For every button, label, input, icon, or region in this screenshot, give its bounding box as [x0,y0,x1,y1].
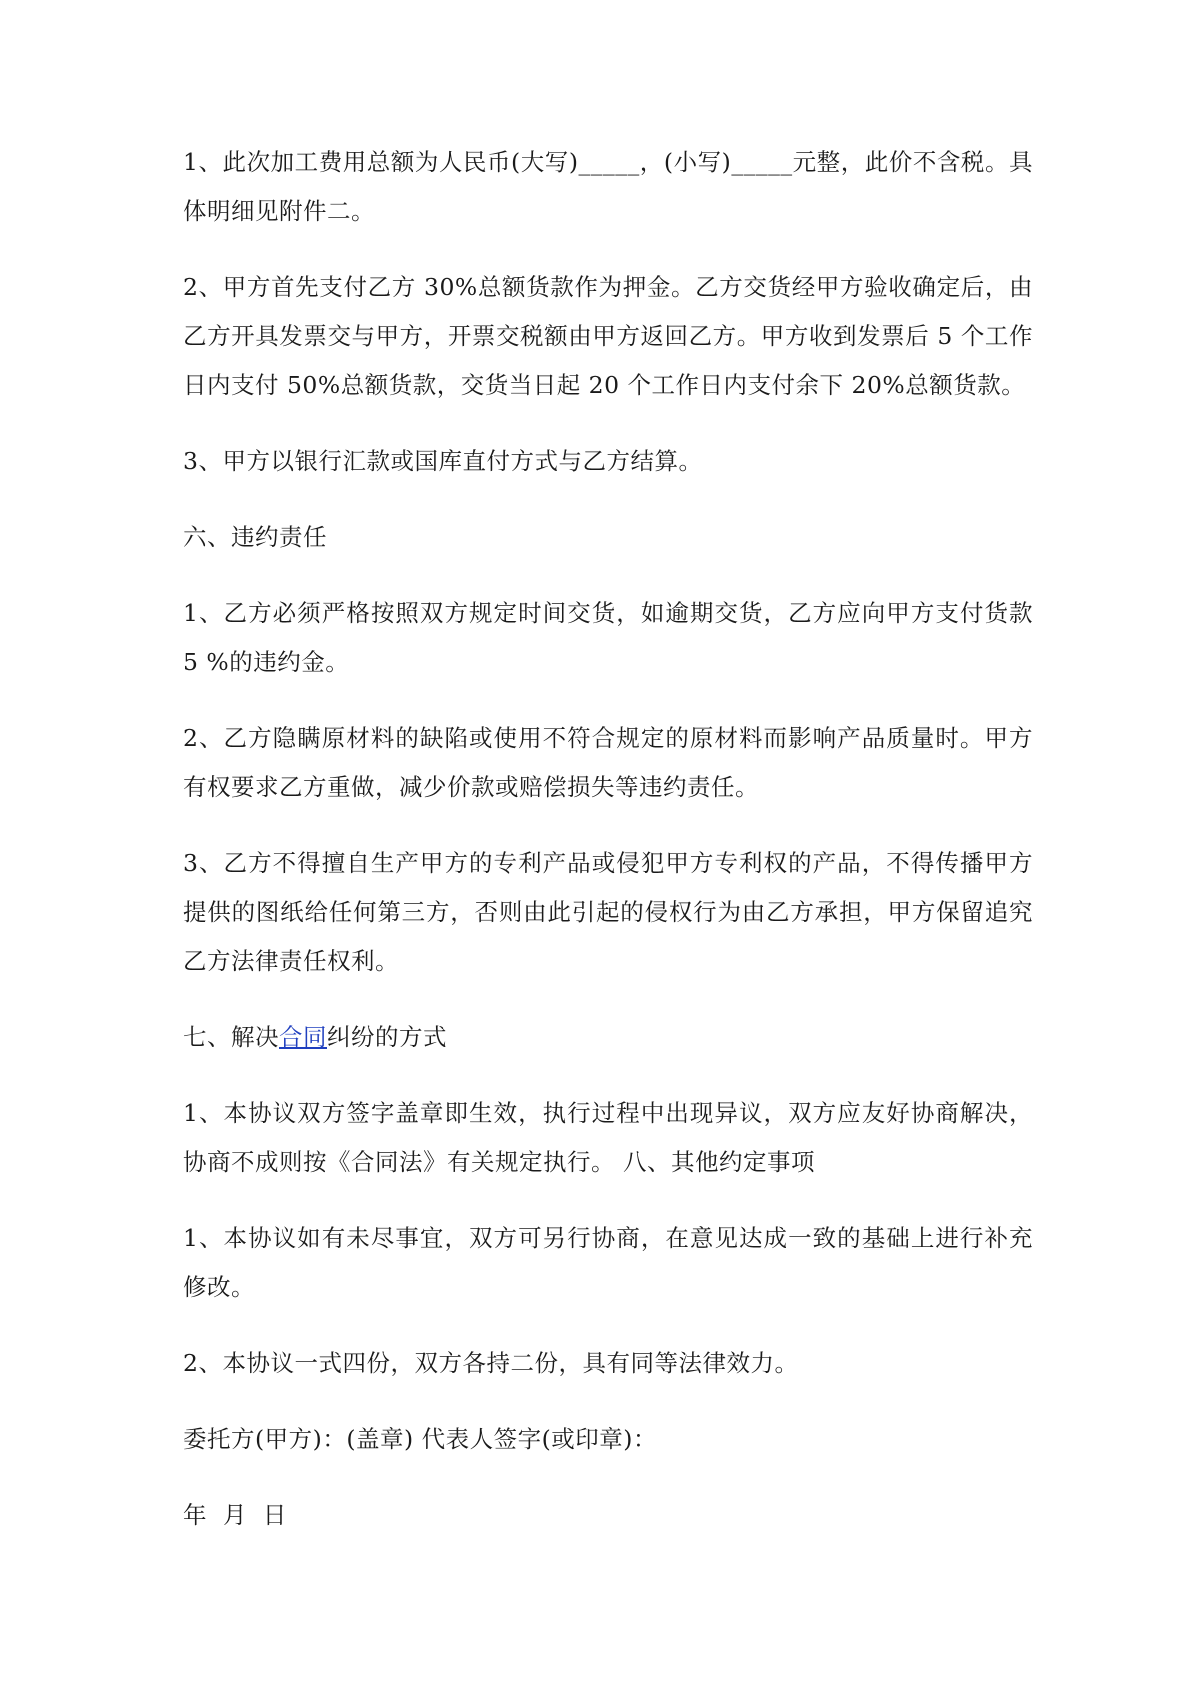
payment-clause-3: 3、甲方以银行汇款或国库直付方式与乙方结算。 [183,447,703,475]
section-7-heading-suffix: 纠纷的方式 [327,1023,447,1051]
payment-clause-2: 2、甲方首先支付乙方 30%总额货款作为押金。乙方交货经甲方验收确定后，由乙方开具发票交与甲方，开票交税额由甲方返回乙方。甲方收到发票后 5 个工作日内支付 50%总额货款，交货当日起 20 个工作日内支付余下 20%总额货款。 [183,273,1033,399]
signature-party-line: 委托方(甲方)：(盖章) 代表人签字(或印章)： [183,1425,657,1453]
section-7-heading [183,1013,1033,1062]
section-6-heading: 六、违约责任 [183,523,327,551]
signature-date-line: 年 月 日 [183,1501,287,1529]
document-body [183,138,1033,1567]
section-6-item-1: 1、乙方必须严格按照双方规定时间交货，如逾期交货，乙方应向甲方支付货款 5 %的违约金。 [183,599,1033,676]
contract-link[interactable]: 合同 [279,1023,327,1051]
section-6-item-2: 2、乙方隐瞒原材料的缺陷或使用不符合规定的原材料而影响产品质量时。甲方有权要求乙方重做，减少价款或赔偿损失等违约责任。 [183,724,1033,801]
section-6-item-3: 3、乙方不得擅自生产甲方的专利产品或侵犯甲方专利权的产品，不得传播甲方提供的图纸给任何第三方，否则由此引起的侵权行为由乙方承担，甲方保留追究乙方法律责任权利。 [183,849,1033,975]
section-8-item-2: 2、本协议一式四份，双方各持二份，具有同等法律效力。 [183,1349,799,1377]
section-7-heading-prefix: 七、解决 [183,1023,279,1051]
section-7-item-1: 1、本协议双方签字盖章即生效，执行过程中出现异议，双方应友好协商解决，协商不成则按《合同法》有关规定执行。 八、其他约定事项 [183,1099,1033,1176]
section-8-item-1: 1、本协议如有未尽事宜，双方可另行协商，在意见达成一致的基础上进行补充修改。 [183,1224,1033,1301]
payment-clause-1: 1、此次加工费用总额为人民币(大写)_____，(小写)_____元整，此价不含税。具体明细见附件二。 [183,148,1033,225]
